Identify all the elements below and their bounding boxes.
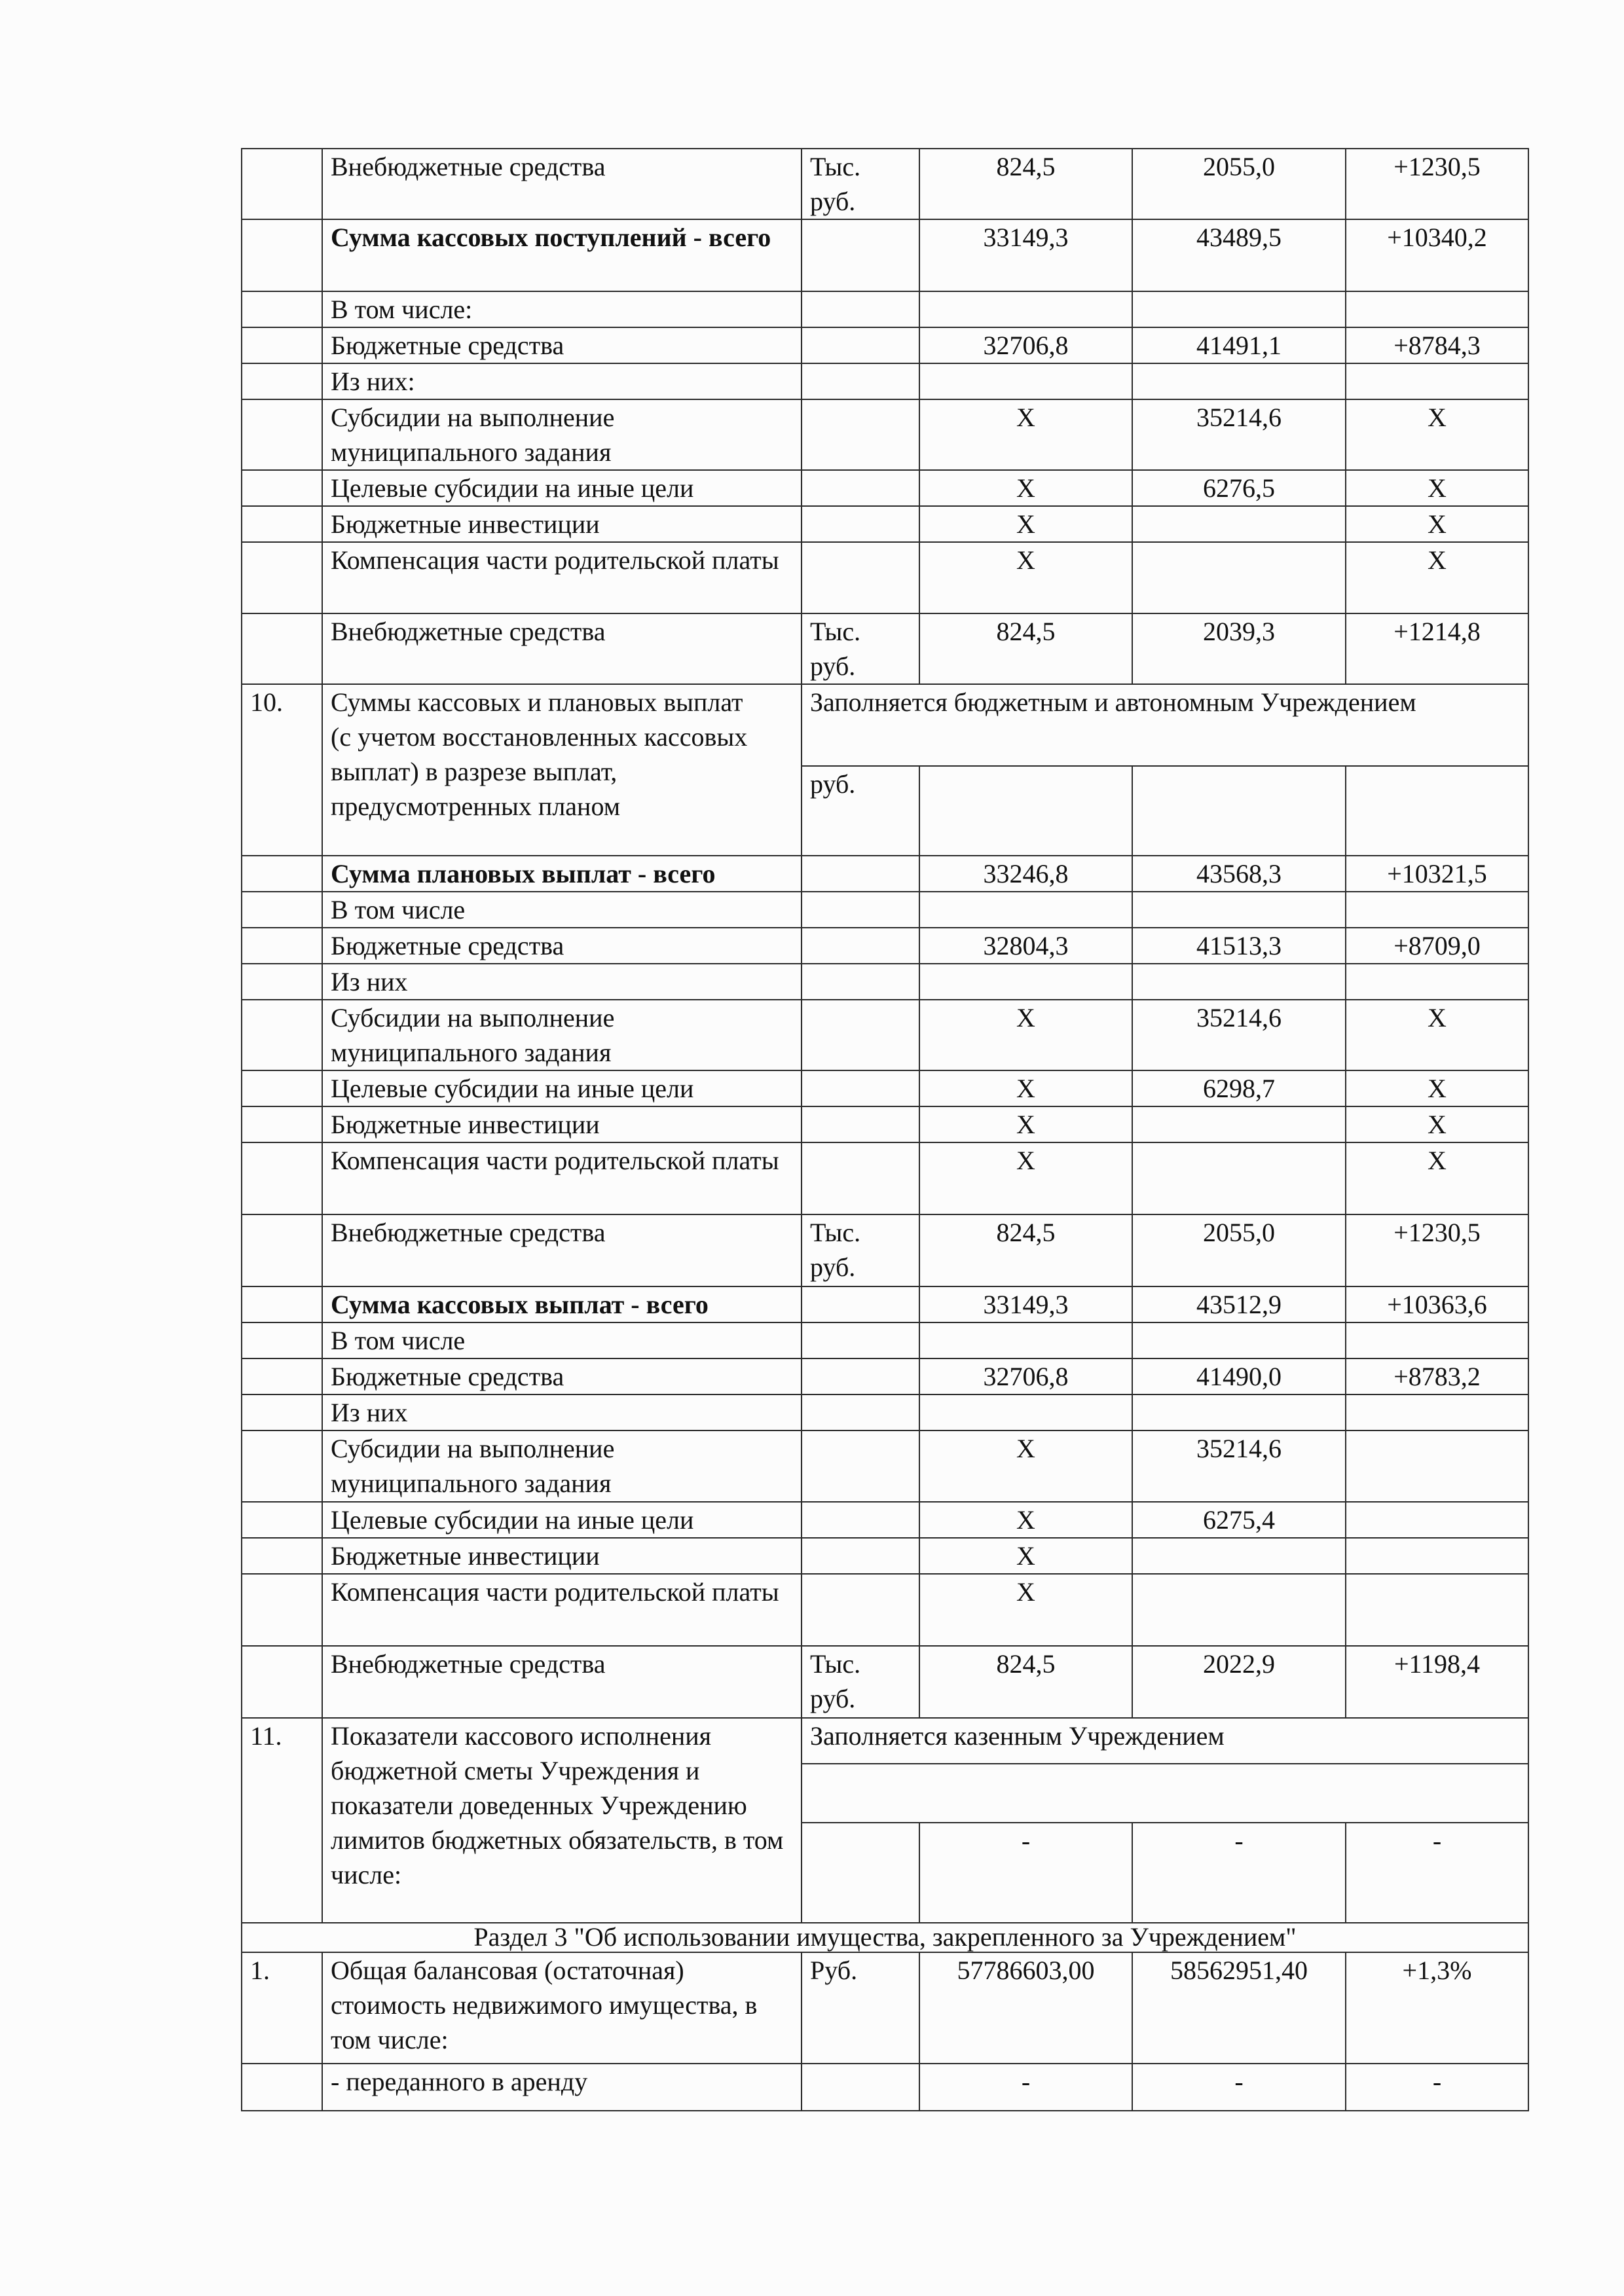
row-unit: Тыс. руб. [802, 613, 919, 684]
row-unit [802, 1823, 919, 1923]
row-name: - переданного в аренду [322, 2064, 802, 2111]
row-number [242, 1142, 322, 1214]
row-unit [802, 856, 919, 892]
row-value-2: - [1132, 2064, 1346, 2111]
table-row [242, 684, 1528, 766]
row-value-1: Х [919, 1142, 1132, 1214]
row-value-1: - [919, 2064, 1132, 2111]
section-row [242, 1923, 1528, 1952]
row-value-1: Х [919, 399, 1132, 470]
row-number [242, 964, 322, 1000]
row-value-3 [1346, 1574, 1528, 1646]
row-value-2 [1132, 1106, 1346, 1142]
row-value-3: Х [1346, 542, 1528, 613]
row-value-1: Х [919, 1000, 1132, 1070]
row-name: В том числе [322, 892, 802, 928]
row-number [242, 1000, 322, 1070]
row-unit [802, 1070, 919, 1106]
table-row [242, 1000, 1528, 1070]
row-value-1: Х [919, 506, 1132, 542]
table-row [242, 1646, 1528, 1718]
row-unit: руб. [802, 766, 919, 856]
row-number [242, 1322, 322, 1358]
table-row [242, 506, 1528, 542]
row-value-2 [1132, 291, 1346, 327]
row-unit [802, 1286, 919, 1322]
row-name: Бюджетные инвестиции [322, 1106, 802, 1142]
row-value-3: Х [1346, 1070, 1528, 1106]
row-unit [802, 928, 919, 964]
row-value-2: 35214,6 [1132, 1000, 1346, 1070]
row-value-3: Х [1346, 1142, 1528, 1214]
row-value-3: Х [1346, 1000, 1528, 1070]
table-row [242, 1106, 1528, 1142]
row-value-2 [1132, 1142, 1346, 1214]
row-name: Внебюджетные средства [322, 149, 802, 219]
row-value-2 [1132, 1394, 1346, 1430]
table-row [242, 363, 1528, 399]
row-number [242, 892, 322, 928]
row-number [242, 2064, 322, 2111]
row-number [242, 613, 322, 684]
row-number [242, 856, 322, 892]
row-note: Заполняется бюджетным и автономным Учреждением [802, 684, 1528, 766]
row-unit [802, 363, 919, 399]
row-name: Компенсация части родительской платы [322, 1142, 802, 1214]
table-row [242, 219, 1528, 291]
row-unit: Тыс. руб. [802, 1214, 919, 1286]
table-row [242, 1070, 1528, 1106]
row-unit [802, 1574, 919, 1646]
row-name: Внебюджетные средства [322, 613, 802, 684]
row-number: 10. [242, 684, 322, 856]
row-name: Показатели кассового исполнения бюджетной сметы Учреждения и показатели доведенных Учреждению лимитов бюджетных обязательств, в том числе: [322, 1718, 802, 1923]
row-name: Целевые субсидии на иные цели [322, 1070, 802, 1106]
table-row [242, 1286, 1528, 1322]
row-number [242, 363, 322, 399]
row-value-2: 43512,9 [1132, 1286, 1346, 1322]
row-value-3: +8784,3 [1346, 327, 1528, 363]
row-value-1 [919, 892, 1132, 928]
row-note: Заполняется казенным Учреждением [802, 1718, 1528, 1764]
row-value-3 [1346, 1502, 1528, 1538]
row-name: Компенсация части родительской платы [322, 1574, 802, 1646]
row-value-2 [1132, 964, 1346, 1000]
row-value-1 [919, 1322, 1132, 1358]
row-number [242, 1214, 322, 1286]
row-value-3: +10363,6 [1346, 1286, 1528, 1322]
row-value-1: 824,5 [919, 1214, 1132, 1286]
row-value-1: Х [919, 1106, 1132, 1142]
row-value-2: 2055,0 [1132, 149, 1346, 219]
table-row [242, 1952, 1528, 2064]
row-name: Целевые субсидии на иные цели [322, 1502, 802, 1538]
row-value-1: - [919, 1823, 1132, 1923]
row-value-1: Х [919, 1574, 1132, 1646]
row-number [242, 291, 322, 327]
row-value-2: 41513,3 [1132, 928, 1346, 964]
row-value-1 [919, 1394, 1132, 1430]
table-row [242, 892, 1528, 928]
row-number [242, 399, 322, 470]
row-unit [802, 1430, 919, 1502]
row-value-2: 6275,4 [1132, 1502, 1346, 1538]
row-number [242, 1502, 322, 1538]
table-row [242, 2064, 1528, 2111]
table-row [242, 149, 1528, 219]
row-number [242, 149, 322, 219]
row-value-2: 41491,1 [1132, 327, 1346, 363]
row-value-3: +10340,2 [1346, 219, 1528, 291]
row-name: В том числе: [322, 291, 802, 327]
row-value-1: 33246,8 [919, 856, 1132, 892]
row-name: Суммы кассовых и плановых выплат (с учетом восстановленных кассовых выплат) в разрезе выплат, предусмотренных планом [322, 684, 802, 856]
row-value-1: 824,5 [919, 1646, 1132, 1718]
row-value-2 [1132, 766, 1346, 856]
row-unit [802, 1394, 919, 1430]
row-name: Компенсация части родительской платы [322, 542, 802, 613]
row-value-1: Х [919, 470, 1132, 506]
row-value-3 [1346, 363, 1528, 399]
row-name: Бюджетные средства [322, 928, 802, 964]
row-number [242, 1106, 322, 1142]
row-value-3: +1214,8 [1346, 613, 1528, 684]
row-name: Из них: [322, 363, 802, 399]
table-row [242, 1574, 1528, 1646]
row-value-3: +8709,0 [1346, 928, 1528, 964]
table-row [242, 1214, 1528, 1286]
row-value-2: 43568,3 [1132, 856, 1346, 892]
row-value-2: 43489,5 [1132, 219, 1346, 291]
report-table [241, 148, 1529, 2111]
row-unit [802, 964, 919, 1000]
row-name: Из них [322, 964, 802, 1000]
row-value-3 [1346, 892, 1528, 928]
table-row [242, 613, 1528, 684]
row-value-3: Х [1346, 399, 1528, 470]
row-value-2 [1132, 542, 1346, 613]
row-name: Внебюджетные средства [322, 1646, 802, 1718]
table-row [242, 1430, 1528, 1502]
table-row [242, 291, 1528, 327]
row-name: Сумма кассовых выплат - всего [322, 1286, 802, 1322]
row-value-2: 2039,3 [1132, 613, 1346, 684]
row-value-3: +1,3% [1346, 1952, 1528, 2064]
row-value-3 [1346, 1430, 1528, 1502]
row-number: 1. [242, 1952, 322, 2064]
row-name: В том числе [322, 1322, 802, 1358]
row-value-1 [919, 291, 1132, 327]
row-value-1: Х [919, 1430, 1132, 1502]
row-name: Субсидии на выполнение муниципального задания [322, 399, 802, 470]
row-unit [802, 219, 919, 291]
row-value-2: 2055,0 [1132, 1214, 1346, 1286]
row-unit [802, 1322, 919, 1358]
row-name: Внебюджетные средства [322, 1214, 802, 1286]
table-row [242, 1502, 1528, 1538]
row-name: Сумма кассовых поступлений - всего [322, 219, 802, 291]
row-value-3: +1230,5 [1346, 149, 1528, 219]
row-value-1: Х [919, 1070, 1132, 1106]
row-unit [802, 892, 919, 928]
row-value-3: +1230,5 [1346, 1214, 1528, 1286]
row-unit [802, 1142, 919, 1214]
row-name: Общая балансовая (остаточная) стоимость недвижимого имущества, в том числе: [322, 1952, 802, 2064]
row-name: Бюджетные инвестиции [322, 1538, 802, 1574]
row-unit [802, 470, 919, 506]
row-unit [802, 1538, 919, 1574]
row-value-2: 6276,5 [1132, 470, 1346, 506]
row-number [242, 470, 322, 506]
row-number [242, 928, 322, 964]
row-value-2: 2022,9 [1132, 1646, 1346, 1718]
row-name: Бюджетные инвестиции [322, 506, 802, 542]
row-name: Целевые субсидии на иные цели [322, 470, 802, 506]
row-unit: Руб. [802, 1952, 919, 2064]
table-row [242, 1142, 1528, 1214]
row-value-3: Х [1346, 1106, 1528, 1142]
row-value-1: Х [919, 1538, 1132, 1574]
row-value-1: 33149,3 [919, 219, 1132, 291]
row-value-2: - [1132, 1823, 1346, 1923]
row-value-3 [1346, 1394, 1528, 1430]
row-unit [802, 542, 919, 613]
row-unit [802, 1502, 919, 1538]
row-value-3: - [1346, 1823, 1528, 1923]
row-value-2: 58562951,40 [1132, 1952, 1346, 2064]
row-value-3: - [1346, 2064, 1528, 2111]
row-value-2 [1132, 1538, 1346, 1574]
row-value-3: +1198,4 [1346, 1646, 1528, 1718]
row-number [242, 1070, 322, 1106]
row-unit [802, 291, 919, 327]
row-name: Бюджетные средства [322, 327, 802, 363]
row-unit [802, 1358, 919, 1394]
row-unit: Тыс. руб. [802, 149, 919, 219]
row-name: Из них [322, 1394, 802, 1430]
row-value-2: 41490,0 [1132, 1358, 1346, 1394]
row-number [242, 542, 322, 613]
row-value-1 [919, 766, 1132, 856]
table-row [242, 1322, 1528, 1358]
row-number [242, 1394, 322, 1430]
row-number [242, 1538, 322, 1574]
row-number [242, 327, 322, 363]
row-number [242, 1358, 322, 1394]
row-value-3: +8783,2 [1346, 1358, 1528, 1394]
table-row [242, 1358, 1528, 1394]
table-row [242, 1538, 1528, 1574]
table-row [242, 1394, 1528, 1430]
table-row [242, 327, 1528, 363]
row-number [242, 1646, 322, 1718]
row-name: Бюджетные средства [322, 1358, 802, 1394]
row-name: Субсидии на выполнение муниципального задания [322, 1000, 802, 1070]
empty-cell [802, 1764, 1528, 1823]
row-value-1: 33149,3 [919, 1286, 1132, 1322]
row-value-3: Х [1346, 470, 1528, 506]
row-value-2: 35214,6 [1132, 399, 1346, 470]
row-value-2 [1132, 1574, 1346, 1646]
row-unit [802, 1000, 919, 1070]
row-unit [802, 327, 919, 363]
row-value-1 [919, 964, 1132, 1000]
row-value-2 [1132, 363, 1346, 399]
table-row [242, 928, 1528, 964]
row-value-2 [1132, 506, 1346, 542]
row-number [242, 1574, 322, 1646]
row-number [242, 219, 322, 291]
row-value-3 [1346, 291, 1528, 327]
row-value-3 [1346, 964, 1528, 1000]
row-value-1: 32804,3 [919, 928, 1132, 964]
row-number [242, 506, 322, 542]
row-value-3 [1346, 1322, 1528, 1358]
row-number [242, 1430, 322, 1502]
row-value-3: +10321,5 [1346, 856, 1528, 892]
row-value-1: 57786603,00 [919, 1952, 1132, 2064]
row-value-3 [1346, 1538, 1528, 1574]
row-unit [802, 2064, 919, 2111]
table-row [242, 542, 1528, 613]
table-row [242, 856, 1528, 892]
row-value-3 [1346, 766, 1528, 856]
row-value-3: Х [1346, 506, 1528, 542]
row-value-2 [1132, 1322, 1346, 1358]
row-name: Сумма плановых выплат - всего [322, 856, 802, 892]
row-value-1: 824,5 [919, 613, 1132, 684]
row-number: 11. [242, 1718, 322, 1923]
row-unit: Тыс. руб. [802, 1646, 919, 1718]
table-row [242, 1718, 1528, 1764]
row-value-2: 6298,7 [1132, 1070, 1346, 1106]
table-row [242, 399, 1528, 470]
row-value-1: 824,5 [919, 149, 1132, 219]
row-name: Субсидии на выполнение муниципального задания [322, 1430, 802, 1502]
row-number [242, 1286, 322, 1322]
table-row [242, 470, 1528, 506]
row-unit [802, 399, 919, 470]
section-title: Раздел 3 "Об использовании имущества, закрепленного за Учреждением" [242, 1923, 1528, 1952]
row-value-1 [919, 363, 1132, 399]
row-value-1: Х [919, 1502, 1132, 1538]
row-value-2 [1132, 892, 1346, 928]
row-value-1: 32706,8 [919, 1358, 1132, 1394]
row-value-1: Х [919, 542, 1132, 613]
table-row [242, 964, 1528, 1000]
row-value-2: 35214,6 [1132, 1430, 1346, 1502]
row-value-1: 32706,8 [919, 327, 1132, 363]
row-unit [802, 1106, 919, 1142]
row-unit [802, 506, 919, 542]
